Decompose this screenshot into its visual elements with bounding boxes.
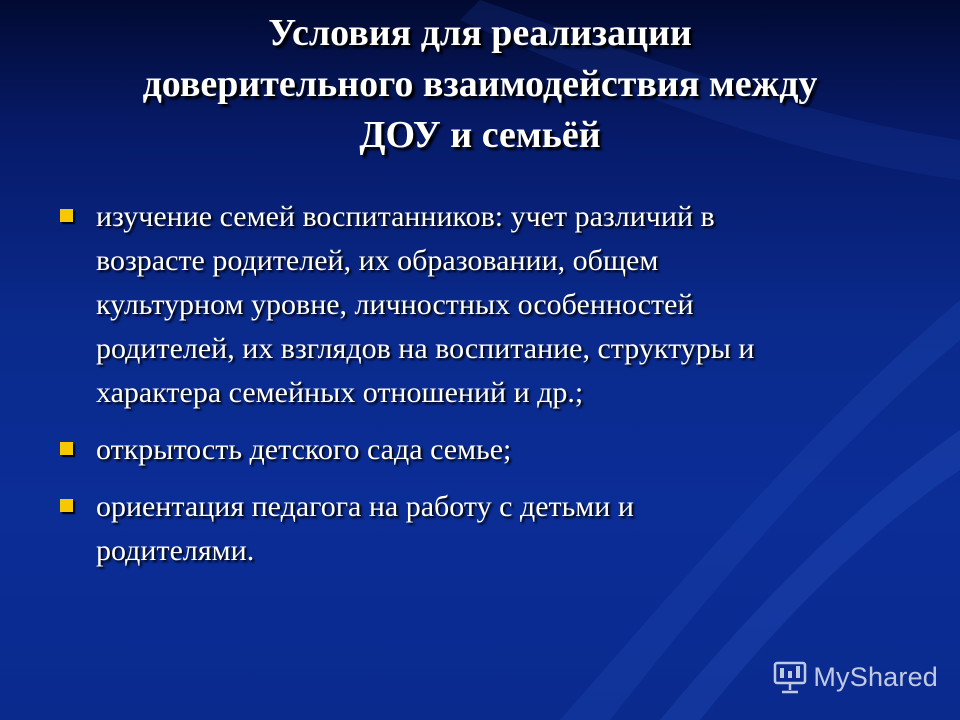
presentation-board-icon [773,660,807,694]
watermark-text: MyShared [813,661,938,692]
bullet-line: возрасте родителей, их образовании, общем [96,244,659,277]
bullet-item [60,428,910,472]
bullet-item [60,195,910,415]
bullet-line: культурном уровне, личностных особенностей [96,288,694,321]
watermark [773,660,938,694]
bullet-item [60,485,910,573]
square-bullet-icon [60,499,73,512]
title-line: Условия для реализации [268,12,692,54]
bullet-line: открытость детского сада семье; [96,433,512,466]
slide-title [40,8,920,161]
title-line: доверительного взаимодействия между [142,63,818,105]
bullet-line: изучение семей воспитанников: учет различий в [96,200,715,233]
bullet-line: характера семейных отношений и др.; [96,376,584,409]
bullet-line: родителями. [96,534,255,567]
square-bullet-icon [60,209,73,222]
bullet-line: родителей, их взглядов на воспитание, структуры и [96,332,755,365]
bullet-list [60,195,910,586]
square-bullet-icon [60,442,73,455]
title-line: ДОУ и семьёй [359,114,601,156]
bullet-line: ориентация педагога на работу с детьми и [96,490,634,523]
